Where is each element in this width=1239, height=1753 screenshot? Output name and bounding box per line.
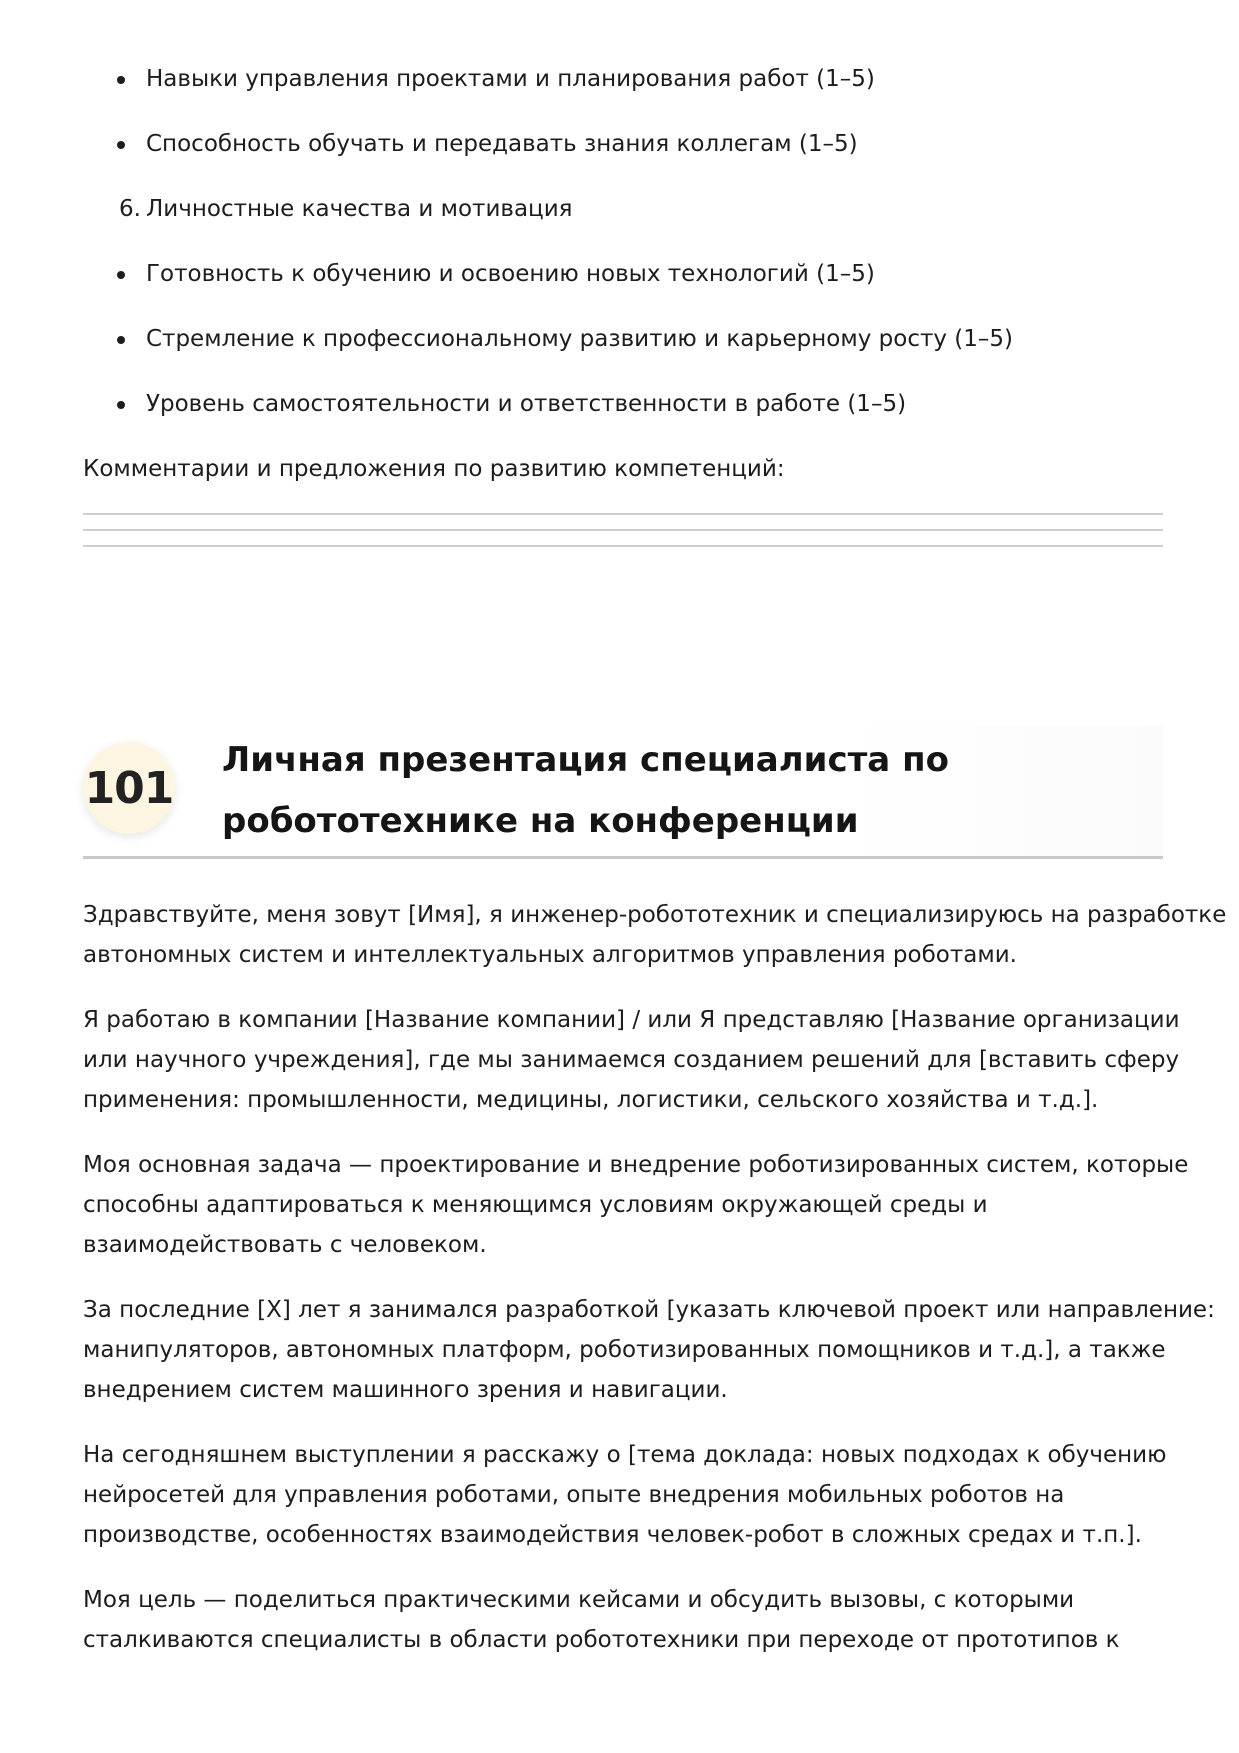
paragraph-line: Моя цель — поделиться практическими кейсами и обсудить вызовы, с которыми	[83, 1587, 1075, 1613]
section-title-line: робототехнике на конференции	[222, 801, 859, 841]
paragraph-line: манипуляторов, автономных платформ, роботизированных помощников и т.д.], а также	[83, 1337, 1166, 1363]
comment-line	[83, 513, 1163, 515]
section-number-badge: 101	[83, 742, 175, 834]
paragraph-line: Моя основная задача — проектирование и внедрение роботизированных систем, которые	[83, 1152, 1189, 1178]
paragraph	[83, 1000, 1180, 1120]
bullet-icon	[117, 336, 125, 344]
paragraph-line: взаимодействовать с человеком.	[83, 1232, 487, 1258]
section-title-line: Личная презентация специалиста по	[222, 740, 949, 780]
list-item-text: Готовность к обучению и освоению новых технологий (1–5)	[146, 261, 875, 287]
paragraph-line: автономных систем и интеллектуальных алгоритмов управления роботами.	[83, 942, 1017, 968]
paragraph-line: применения: промышленности, медицины, логистики, сельского хозяйства и т.д.].	[83, 1087, 1099, 1113]
paragraph-line: На сегодняшнем выступлении я расскажу о [тема доклада: новых подходах к обучению	[83, 1442, 1167, 1468]
paragraph-line: Я работаю в компании [Название компании] / или Я представляю [Название организации	[83, 1007, 1180, 1033]
paragraph-line: или научного учреждения], где мы занимаемся созданием решений для [вставить сферу	[83, 1047, 1180, 1073]
bullet-icon	[117, 271, 125, 279]
bullet-icon	[117, 401, 125, 409]
item-label: Личностные качества и мотивация	[146, 196, 573, 222]
list-item-text: Уровень самостоятельности и ответственности в работе (1–5)	[146, 391, 907, 417]
paragraph	[83, 1435, 1173, 1555]
comments-label: Комментарии и предложения по развитию компетенций:	[83, 456, 785, 482]
paragraph-line: сталкиваются специалисты в области робототехники при переходе от прототипов к	[83, 1627, 1120, 1653]
paragraph-line: За последние [X] лет я занимался разработкой [указать ключевой проект или направление:	[83, 1297, 1215, 1323]
paragraph-line: производстве, особенностях взаимодействия человек-робот в сложных средах и т.п.].	[83, 1522, 1142, 1548]
paragraph-line: нейросетей для управления роботами, опыте внедрения мобильных роботов на	[83, 1482, 1065, 1508]
section-header	[83, 726, 1163, 859]
section-title	[222, 730, 1122, 852]
item-number: 6.	[119, 196, 141, 222]
paragraph	[83, 1290, 1215, 1410]
paragraph	[83, 1145, 1189, 1265]
paragraph	[83, 1580, 1173, 1660]
list-item-text: Стремление к профессиональному развитию и карьерному росту (1–5)	[146, 326, 1013, 352]
paragraph-line: внедрением систем машинного зрения и навигации.	[83, 1377, 728, 1403]
bullet-icon	[117, 141, 125, 149]
comment-line	[83, 529, 1163, 531]
paragraph-line: Здравствуйте, меня зовут [Имя], я инженер-робототехник и специализируюсь на разработке	[83, 902, 1227, 928]
list-item-text: Способность обучать и передавать знания коллегам (1–5)	[146, 131, 858, 157]
comment-line	[83, 545, 1163, 547]
bullet-icon	[117, 76, 125, 84]
paragraph	[83, 895, 1227, 975]
list-item-text: Навыки управления проектами и планирования работ (1–5)	[146, 66, 875, 92]
paragraph-line: способны адаптироваться к меняющимся условиям окружающей среды и	[83, 1192, 988, 1218]
